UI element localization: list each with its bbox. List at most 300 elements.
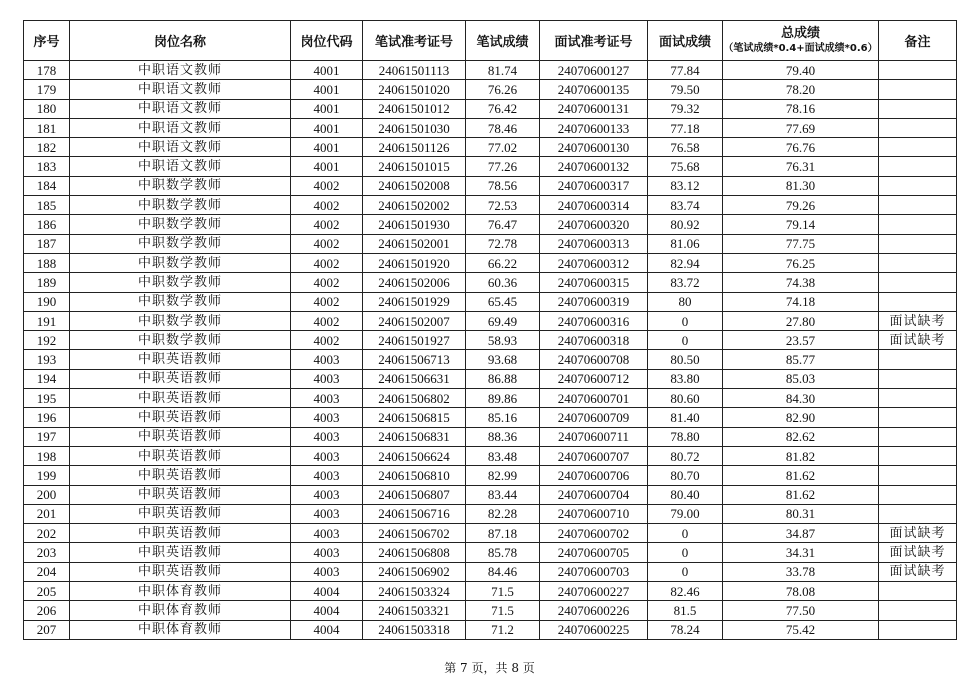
cell-seq: 197 bbox=[24, 427, 70, 446]
cell-post-name: 中职英语教师 bbox=[70, 408, 291, 427]
cell-written-ticket: 24061501126 bbox=[363, 138, 466, 157]
cell-interview-score: 83.80 bbox=[648, 369, 723, 388]
cell-written-score: 82.99 bbox=[466, 466, 540, 485]
cell-interview-score: 79.32 bbox=[648, 99, 723, 118]
cell-post-code: 4001 bbox=[291, 138, 363, 157]
cell-interview-ticket: 24070600706 bbox=[540, 466, 648, 485]
cell-remark bbox=[879, 80, 957, 99]
cell-post-code: 4002 bbox=[291, 311, 363, 330]
cell-interview-ticket: 24070600312 bbox=[540, 253, 648, 272]
cell-interview-score: 82.46 bbox=[648, 582, 723, 601]
cell-remark bbox=[879, 273, 957, 292]
cell-seq: 193 bbox=[24, 350, 70, 369]
cell-remark bbox=[879, 118, 957, 137]
cell-interview-score: 81.06 bbox=[648, 234, 723, 253]
cell-total-score: 80.31 bbox=[723, 504, 879, 523]
cell-interview-score: 76.58 bbox=[648, 138, 723, 157]
cell-written-score: 71.5 bbox=[466, 582, 540, 601]
cell-total-score: 34.87 bbox=[723, 524, 879, 543]
cell-written-ticket: 24061506631 bbox=[363, 369, 466, 388]
cell-interview-ticket: 24070600705 bbox=[540, 543, 648, 562]
cell-post-code: 4001 bbox=[291, 99, 363, 118]
cell-seq: 200 bbox=[24, 485, 70, 504]
table-row bbox=[24, 61, 957, 80]
table-row bbox=[24, 504, 957, 523]
cell-written-score: 65.45 bbox=[466, 292, 540, 311]
cell-post-code: 4003 bbox=[291, 485, 363, 504]
cell-remark bbox=[879, 350, 957, 369]
cell-total-score: 78.20 bbox=[723, 80, 879, 99]
cell-written-score: 76.47 bbox=[466, 215, 540, 234]
cell-post-code: 4003 bbox=[291, 427, 363, 446]
cell-written-score: 78.56 bbox=[466, 176, 540, 195]
cell-post-code: 4002 bbox=[291, 292, 363, 311]
table-body bbox=[24, 61, 957, 640]
cell-interview-score: 78.24 bbox=[648, 620, 723, 639]
table-row bbox=[24, 234, 957, 253]
cell-post-code: 4003 bbox=[291, 389, 363, 408]
cell-written-ticket: 24061506810 bbox=[363, 466, 466, 485]
cell-total-score: 74.38 bbox=[723, 273, 879, 292]
cell-interview-score: 83.74 bbox=[648, 196, 723, 215]
cell-interview-ticket: 24070600318 bbox=[540, 331, 648, 350]
cell-post-name: 中职体育教师 bbox=[70, 582, 291, 601]
cell-seq: 182 bbox=[24, 138, 70, 157]
cell-post-code: 4001 bbox=[291, 80, 363, 99]
cell-seq: 203 bbox=[24, 543, 70, 562]
cell-seq: 206 bbox=[24, 601, 70, 620]
table-row bbox=[24, 273, 957, 292]
header-total-score-label: 总成绩 bbox=[780, 25, 820, 41]
cell-remark bbox=[879, 138, 957, 157]
cell-interview-ticket: 24070600226 bbox=[540, 601, 648, 620]
cell-post-name: 中职语文教师 bbox=[70, 118, 291, 137]
cell-interview-score: 0 bbox=[648, 311, 723, 330]
header-interview-score: 面试成绩 bbox=[648, 21, 723, 61]
cell-post-code: 4004 bbox=[291, 582, 363, 601]
cell-written-score: 87.18 bbox=[466, 524, 540, 543]
cell-total-score: 85.77 bbox=[723, 350, 879, 369]
cell-seq: 194 bbox=[24, 369, 70, 388]
cell-post-name: 中职英语教师 bbox=[70, 389, 291, 408]
cell-post-code: 4001 bbox=[291, 61, 363, 80]
cell-post-code: 4003 bbox=[291, 543, 363, 562]
cell-seq: 189 bbox=[24, 273, 70, 292]
cell-post-name: 中职英语教师 bbox=[70, 350, 291, 369]
cell-total-score: 82.62 bbox=[723, 427, 879, 446]
cell-post-code: 4002 bbox=[291, 331, 363, 350]
cell-written-score: 71.2 bbox=[466, 620, 540, 639]
table-row bbox=[24, 157, 957, 176]
cell-total-score: 82.90 bbox=[723, 408, 879, 427]
cell-interview-score: 79.50 bbox=[648, 80, 723, 99]
table-row bbox=[24, 331, 957, 350]
table-row bbox=[24, 446, 957, 465]
cell-written-ticket: 24061502002 bbox=[363, 196, 466, 215]
cell-post-name: 中职英语教师 bbox=[70, 466, 291, 485]
cell-interview-ticket: 24070600127 bbox=[540, 61, 648, 80]
cell-interview-ticket: 24070600316 bbox=[540, 311, 648, 330]
cell-interview-ticket: 24070600133 bbox=[540, 118, 648, 137]
table-row bbox=[24, 292, 957, 311]
cell-interview-score: 0 bbox=[648, 562, 723, 581]
cell-written-score: 83.44 bbox=[466, 485, 540, 504]
table-row bbox=[24, 311, 957, 330]
cell-post-name: 中职语文教师 bbox=[70, 99, 291, 118]
cell-interview-score: 83.72 bbox=[648, 273, 723, 292]
cell-post-code: 4002 bbox=[291, 196, 363, 215]
header-row bbox=[24, 21, 957, 61]
cell-written-ticket: 24061501930 bbox=[363, 215, 466, 234]
cell-remark bbox=[879, 582, 957, 601]
cell-interview-score: 77.84 bbox=[648, 61, 723, 80]
cell-interview-ticket: 24070600709 bbox=[540, 408, 648, 427]
cell-written-ticket: 24061506831 bbox=[363, 427, 466, 446]
table-row bbox=[24, 369, 957, 388]
cell-interview-ticket: 24070600314 bbox=[540, 196, 648, 215]
cell-seq: 202 bbox=[24, 524, 70, 543]
cell-seq: 184 bbox=[24, 176, 70, 195]
cell-seq: 181 bbox=[24, 118, 70, 137]
cell-written-score: 72.53 bbox=[466, 196, 540, 215]
cell-post-name: 中职体育教师 bbox=[70, 620, 291, 639]
cell-post-name: 中职英语教师 bbox=[70, 524, 291, 543]
cell-total-score: 78.08 bbox=[723, 582, 879, 601]
cell-post-code: 4002 bbox=[291, 234, 363, 253]
header-remark: 备注 bbox=[879, 21, 957, 61]
table-row bbox=[24, 350, 957, 369]
cell-interview-ticket: 24070600712 bbox=[540, 369, 648, 388]
cell-interview-score: 0 bbox=[648, 331, 723, 350]
cell-interview-score: 80.92 bbox=[648, 215, 723, 234]
cell-total-score: 77.69 bbox=[723, 118, 879, 137]
cell-written-ticket: 24061503324 bbox=[363, 582, 466, 601]
table-row bbox=[24, 118, 957, 137]
cell-seq: 178 bbox=[24, 61, 70, 80]
cell-seq: 190 bbox=[24, 292, 70, 311]
cell-seq: 204 bbox=[24, 562, 70, 581]
cell-written-ticket: 24061501020 bbox=[363, 80, 466, 99]
cell-interview-ticket: 24070600702 bbox=[540, 524, 648, 543]
cell-written-ticket: 24061503318 bbox=[363, 620, 466, 639]
cell-post-code: 4003 bbox=[291, 466, 363, 485]
cell-total-score: 81.62 bbox=[723, 466, 879, 485]
table-row bbox=[24, 176, 957, 195]
cell-remark: 面试缺考 bbox=[879, 331, 957, 350]
cell-written-ticket: 24061506702 bbox=[363, 524, 466, 543]
cell-total-score: 76.31 bbox=[723, 157, 879, 176]
cell-post-name: 中职数学教师 bbox=[70, 253, 291, 272]
cell-remark bbox=[879, 99, 957, 118]
cell-written-ticket: 24061506802 bbox=[363, 389, 466, 408]
cell-remark bbox=[879, 427, 957, 446]
cell-written-ticket: 24061506713 bbox=[363, 350, 466, 369]
cell-written-ticket: 24061506815 bbox=[363, 408, 466, 427]
cell-post-code: 4001 bbox=[291, 118, 363, 137]
cell-remark bbox=[879, 369, 957, 388]
cell-total-score: 27.80 bbox=[723, 311, 879, 330]
cell-interview-ticket: 24070600319 bbox=[540, 292, 648, 311]
table-row bbox=[24, 427, 957, 446]
cell-total-score: 79.14 bbox=[723, 215, 879, 234]
cell-post-name: 中职英语教师 bbox=[70, 485, 291, 504]
cell-interview-score: 80.70 bbox=[648, 466, 723, 485]
cell-post-name: 中职英语教师 bbox=[70, 369, 291, 388]
cell-interview-ticket: 24070600710 bbox=[540, 504, 648, 523]
cell-written-score: 83.48 bbox=[466, 446, 540, 465]
cell-total-score: 84.30 bbox=[723, 389, 879, 408]
cell-written-score: 77.02 bbox=[466, 138, 540, 157]
cell-written-score: 85.16 bbox=[466, 408, 540, 427]
cell-written-score: 77.26 bbox=[466, 157, 540, 176]
cell-interview-ticket: 24070600708 bbox=[540, 350, 648, 369]
cell-written-score: 81.74 bbox=[466, 61, 540, 80]
cell-interview-ticket: 24070600313 bbox=[540, 234, 648, 253]
cell-post-code: 4003 bbox=[291, 562, 363, 581]
cell-post-name: 中职数学教师 bbox=[70, 176, 291, 195]
cell-interview-ticket: 24070600320 bbox=[540, 215, 648, 234]
cell-total-score: 78.16 bbox=[723, 99, 879, 118]
header-post-name: 岗位名称 bbox=[70, 21, 291, 61]
cell-written-score: 60.36 bbox=[466, 273, 540, 292]
cell-seq: 183 bbox=[24, 157, 70, 176]
cell-post-name: 中职语文教师 bbox=[70, 80, 291, 99]
cell-post-name: 中职英语教师 bbox=[70, 562, 291, 581]
cell-remark bbox=[879, 485, 957, 504]
cell-remark bbox=[879, 176, 957, 195]
cell-written-ticket: 24061501030 bbox=[363, 118, 466, 137]
cell-total-score: 23.57 bbox=[723, 331, 879, 350]
cell-interview-ticket: 24070600227 bbox=[540, 582, 648, 601]
cell-interview-ticket: 24070600132 bbox=[540, 157, 648, 176]
cell-remark bbox=[879, 601, 957, 620]
cell-seq: 191 bbox=[24, 311, 70, 330]
cell-post-name: 中职英语教师 bbox=[70, 543, 291, 562]
cell-seq: 205 bbox=[24, 582, 70, 601]
cell-remark bbox=[879, 196, 957, 215]
cell-remark bbox=[879, 446, 957, 465]
cell-written-ticket: 24061506624 bbox=[363, 446, 466, 465]
header-total-score bbox=[723, 21, 879, 61]
cell-interview-score: 81.40 bbox=[648, 408, 723, 427]
cell-written-ticket: 24061503321 bbox=[363, 601, 466, 620]
cell-post-name: 中职语文教师 bbox=[70, 61, 291, 80]
cell-written-score: 58.93 bbox=[466, 331, 540, 350]
cell-seq: 198 bbox=[24, 446, 70, 465]
cell-total-score: 34.31 bbox=[723, 543, 879, 562]
cell-interview-ticket: 24070600130 bbox=[540, 138, 648, 157]
cell-remark bbox=[879, 620, 957, 639]
cell-total-score: 76.76 bbox=[723, 138, 879, 157]
cell-interview-ticket: 24070600704 bbox=[540, 485, 648, 504]
cell-written-score: 76.42 bbox=[466, 99, 540, 118]
cell-remark bbox=[879, 504, 957, 523]
cell-post-name: 中职英语教师 bbox=[70, 446, 291, 465]
cell-remark bbox=[879, 215, 957, 234]
cell-remark: 面试缺考 bbox=[879, 311, 957, 330]
cell-post-code: 4003 bbox=[291, 408, 363, 427]
cell-written-ticket: 24061506807 bbox=[363, 485, 466, 504]
cell-written-score: 93.68 bbox=[466, 350, 540, 369]
cell-seq: 180 bbox=[24, 99, 70, 118]
cell-remark bbox=[879, 157, 957, 176]
cell-post-name: 中职数学教师 bbox=[70, 292, 291, 311]
cell-seq: 195 bbox=[24, 389, 70, 408]
table-row bbox=[24, 485, 957, 504]
cell-remark: 面试缺考 bbox=[879, 562, 957, 581]
cell-remark: 面试缺考 bbox=[879, 543, 957, 562]
cell-written-score: 82.28 bbox=[466, 504, 540, 523]
cell-written-ticket: 24061506808 bbox=[363, 543, 466, 562]
cell-total-score: 79.40 bbox=[723, 61, 879, 80]
cell-remark bbox=[879, 253, 957, 272]
table-row bbox=[24, 215, 957, 234]
cell-interview-ticket: 24070600315 bbox=[540, 273, 648, 292]
table-row bbox=[24, 389, 957, 408]
cell-remark bbox=[879, 292, 957, 311]
cell-post-name: 中职数学教师 bbox=[70, 196, 291, 215]
table-row bbox=[24, 80, 957, 99]
header-written-ticket: 笔试准考证号 bbox=[363, 21, 466, 61]
cell-written-score: 69.49 bbox=[466, 311, 540, 330]
cell-written-ticket: 24061501113 bbox=[363, 61, 466, 80]
table-row bbox=[24, 196, 957, 215]
cell-interview-ticket: 24070600711 bbox=[540, 427, 648, 446]
cell-interview-score: 80.60 bbox=[648, 389, 723, 408]
cell-interview-ticket: 24070600703 bbox=[540, 562, 648, 581]
cell-seq: 185 bbox=[24, 196, 70, 215]
table-row bbox=[24, 253, 957, 272]
cell-interview-ticket: 24070600131 bbox=[540, 99, 648, 118]
cell-written-score: 89.86 bbox=[466, 389, 540, 408]
cell-interview-score: 78.80 bbox=[648, 427, 723, 446]
cell-post-code: 4004 bbox=[291, 601, 363, 620]
cell-interview-score: 75.68 bbox=[648, 157, 723, 176]
cell-seq: 196 bbox=[24, 408, 70, 427]
table-row bbox=[24, 466, 957, 485]
cell-written-ticket: 24061502008 bbox=[363, 176, 466, 195]
cell-interview-ticket: 24070600135 bbox=[540, 80, 648, 99]
cell-post-name: 中职数学教师 bbox=[70, 331, 291, 350]
table-row bbox=[24, 408, 957, 427]
cell-written-score: 71.5 bbox=[466, 601, 540, 620]
cell-interview-score: 80.50 bbox=[648, 350, 723, 369]
table-row bbox=[24, 138, 957, 157]
cell-post-code: 4003 bbox=[291, 504, 363, 523]
cell-post-code: 4003 bbox=[291, 446, 363, 465]
cell-post-name: 中职英语教师 bbox=[70, 504, 291, 523]
header-post-code: 岗位代码 bbox=[291, 21, 363, 61]
header-total-formula: （笔试成绩*0.4+面试成绩*0.6） bbox=[723, 42, 878, 54]
cell-seq: 186 bbox=[24, 215, 70, 234]
cell-total-score: 33.78 bbox=[723, 562, 879, 581]
cell-post-name: 中职数学教师 bbox=[70, 234, 291, 253]
cell-total-score: 79.26 bbox=[723, 196, 879, 215]
cell-post-name: 中职语文教师 bbox=[70, 157, 291, 176]
cell-interview-score: 79.00 bbox=[648, 504, 723, 523]
cell-written-score: 72.78 bbox=[466, 234, 540, 253]
cell-seq: 179 bbox=[24, 80, 70, 99]
cell-post-name: 中职数学教师 bbox=[70, 215, 291, 234]
table-row bbox=[24, 543, 957, 562]
cell-remark bbox=[879, 389, 957, 408]
cell-post-code: 4002 bbox=[291, 253, 363, 272]
table-row bbox=[24, 524, 957, 543]
cell-total-score: 75.42 bbox=[723, 620, 879, 639]
cell-post-code: 4001 bbox=[291, 157, 363, 176]
page-number: 第 7 页，共 8 页 bbox=[444, 661, 535, 675]
cell-written-score: 84.46 bbox=[466, 562, 540, 581]
cell-post-name: 中职数学教师 bbox=[70, 273, 291, 292]
cell-interview-score: 77.18 bbox=[648, 118, 723, 137]
cell-post-name: 中职体育教师 bbox=[70, 601, 291, 620]
cell-post-code: 4003 bbox=[291, 350, 363, 369]
cell-written-ticket: 24061501920 bbox=[363, 253, 466, 272]
cell-written-ticket: 24061502007 bbox=[363, 311, 466, 330]
table-row bbox=[24, 562, 957, 581]
cell-written-ticket: 24061502006 bbox=[363, 273, 466, 292]
cell-remark bbox=[879, 234, 957, 253]
cell-seq: 187 bbox=[24, 234, 70, 253]
cell-interview-ticket: 24070600317 bbox=[540, 176, 648, 195]
cell-total-score: 85.03 bbox=[723, 369, 879, 388]
header-interview-ticket: 面试准考证号 bbox=[540, 21, 648, 61]
cell-remark bbox=[879, 61, 957, 80]
cell-total-score: 76.25 bbox=[723, 253, 879, 272]
cell-total-score: 81.62 bbox=[723, 485, 879, 504]
cell-interview-score: 80.72 bbox=[648, 446, 723, 465]
cell-interview-ticket: 24070600225 bbox=[540, 620, 648, 639]
cell-written-score: 66.22 bbox=[466, 253, 540, 272]
cell-seq: 192 bbox=[24, 331, 70, 350]
cell-post-code: 4004 bbox=[291, 620, 363, 639]
cell-post-code: 4002 bbox=[291, 215, 363, 234]
cell-post-code: 4003 bbox=[291, 524, 363, 543]
cell-seq: 199 bbox=[24, 466, 70, 485]
cell-written-ticket: 24061506716 bbox=[363, 504, 466, 523]
cell-total-score: 81.30 bbox=[723, 176, 879, 195]
cell-interview-score: 83.12 bbox=[648, 176, 723, 195]
cell-remark bbox=[879, 408, 957, 427]
cell-interview-score: 82.94 bbox=[648, 253, 723, 272]
cell-remark: 面试缺考 bbox=[879, 524, 957, 543]
cell-post-code: 4002 bbox=[291, 176, 363, 195]
cell-written-ticket: 24061501927 bbox=[363, 331, 466, 350]
score-table bbox=[23, 20, 957, 640]
cell-seq: 188 bbox=[24, 253, 70, 272]
cell-written-ticket: 24061501015 bbox=[363, 157, 466, 176]
cell-written-ticket: 24061506902 bbox=[363, 562, 466, 581]
cell-post-code: 4002 bbox=[291, 273, 363, 292]
cell-written-ticket: 24061501012 bbox=[363, 99, 466, 118]
cell-total-score: 81.82 bbox=[723, 446, 879, 465]
cell-interview-score: 0 bbox=[648, 524, 723, 543]
cell-written-score: 76.26 bbox=[466, 80, 540, 99]
cell-written-ticket: 24061502001 bbox=[363, 234, 466, 253]
cell-post-name: 中职语文教师 bbox=[70, 138, 291, 157]
cell-remark bbox=[879, 466, 957, 485]
cell-seq: 207 bbox=[24, 620, 70, 639]
cell-written-score: 88.36 bbox=[466, 427, 540, 446]
table-row bbox=[24, 582, 957, 601]
cell-total-score: 74.18 bbox=[723, 292, 879, 311]
table-row bbox=[24, 620, 957, 639]
header-seq: 序号 bbox=[24, 21, 70, 61]
cell-interview-ticket: 24070600701 bbox=[540, 389, 648, 408]
cell-interview-ticket: 24070600707 bbox=[540, 446, 648, 465]
cell-post-code: 4003 bbox=[291, 369, 363, 388]
cell-total-score: 77.75 bbox=[723, 234, 879, 253]
